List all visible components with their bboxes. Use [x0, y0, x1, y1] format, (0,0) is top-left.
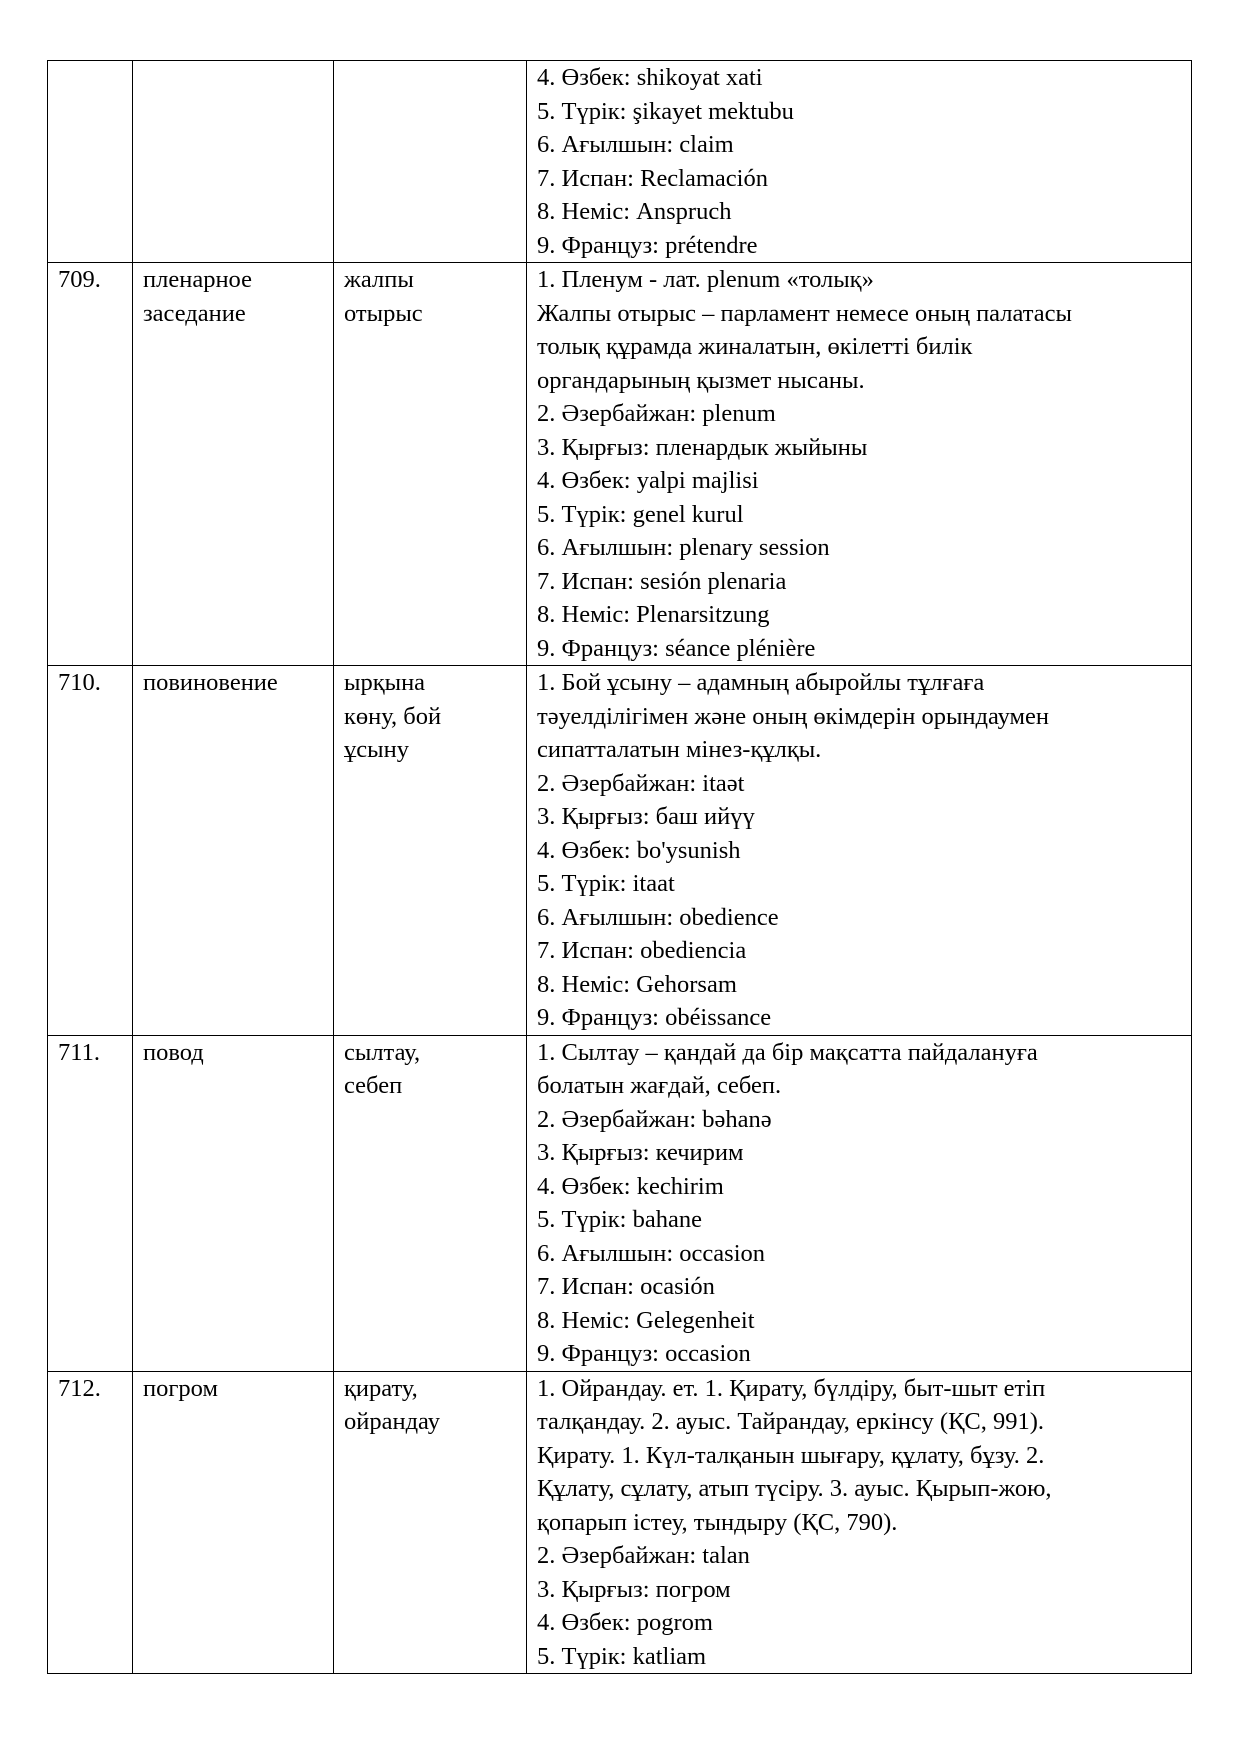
entry-number: 712. [48, 1371, 133, 1674]
definition-line: 7. Испан: ocasión [537, 1273, 715, 1300]
entry-number: 711. [48, 1035, 133, 1371]
definition-line: 9. Француз: prétendre [537, 231, 758, 259]
definition-line: 8. Неміс: Gelegenheit [537, 1306, 755, 1334]
definition-line: толық құрамда жиналатын, өкілетті билік [537, 333, 973, 360]
definition-line: 2. Әзербайжан: talan [537, 1542, 750, 1569]
definition-line: 8. Неміс: Gehorsam [537, 970, 737, 998]
kazakh-term-line: отырыс [344, 299, 423, 327]
kazakh-term-line: жалпы [344, 266, 414, 293]
definition-line: 1. Сылтау – қандай да бір мақсатта пайдалануға [537, 1038, 1038, 1066]
definition-line: 5. Түрік: genel kurul [537, 500, 744, 528]
definition-line: 2. Әзербайжан: bəhanə [537, 1105, 772, 1133]
definition-line: 4. Өзбек: kechirim [537, 1172, 724, 1200]
definition-line: 4. Өзбек: pogrom [537, 1609, 713, 1636]
definition-line: 5. Түрік: itaat [537, 870, 675, 897]
definition-line: Жалпы отырыс – парламент немесе оның палатасы [537, 299, 1072, 327]
definition-line: 4. Өзбек: shikoyat xati [537, 64, 763, 91]
table-row [48, 666, 1192, 1036]
kazakh-term-line: себеп [344, 1072, 403, 1099]
definition-line: 1. Ойрандау. ет. 1. Қирату, бүлдіру, быт-шыт етіп [537, 1374, 1046, 1402]
definition-line: 8. Неміс: Plenarsitzung [537, 601, 770, 628]
russian-term-line: пленарное [143, 266, 252, 293]
definition-line: 3. Қырғыз: пленардык жыйыны [537, 433, 868, 461]
definition-line: 3. Қырғыз: баш ийүү [537, 803, 755, 830]
kazakh-term-line: қирату, [344, 1374, 418, 1402]
table-row [48, 263, 1192, 666]
russian-term-cell [133, 263, 334, 666]
dictionary-table-body [48, 61, 1192, 1674]
kazakh-term-line: ұсыну [344, 736, 409, 763]
definition-line: тәуелділігімен және оның өкімдерін орындаумен [537, 702, 1050, 730]
definition-line: 2. Әзербайжан: itaət [537, 769, 745, 797]
definition-cell [527, 666, 1192, 1036]
russian-term-cell [133, 1371, 334, 1674]
kazakh-term-line: көну, бой [344, 702, 442, 730]
definition-line: 4. Өзбек: bo'ysunish [537, 836, 741, 864]
definition-line: 9. Француз: séance plénière [537, 634, 816, 662]
definition-line: 6. Ағылшын: plenary session [537, 534, 830, 561]
entry-number: 709. [48, 263, 133, 666]
definition-cell [527, 263, 1192, 666]
definition-line: 1. Пленум - лат. plenum «толық» [537, 266, 874, 293]
kazakh-term-cell [334, 1371, 527, 1674]
russian-term-cell [133, 666, 334, 1036]
definition-line: 8. Неміс: Anspruch [537, 198, 732, 225]
dictionary-table [47, 60, 1192, 1674]
definition-line: 7. Испан: obediencia [537, 937, 747, 964]
kazakh-term-cell [334, 263, 527, 666]
definition-line: 5. Түрік: şikayet mektubu [537, 97, 794, 125]
russian-term-line: повод [143, 1038, 204, 1066]
definition-line: 9. Француз: obéissance [537, 1004, 772, 1031]
definition-cell [527, 1371, 1192, 1674]
definition-line: 6. Ағылшын: obedience [537, 903, 779, 931]
definition-line: Қирату. 1. Күл-талқанын шығару, құлату, бұзу. 2. [537, 1441, 1045, 1469]
definition-line: болатын жағдай, себеп. [537, 1072, 782, 1099]
table-row [48, 1035, 1192, 1371]
kazakh-term-cell [334, 666, 527, 1036]
entry-number: 710. [48, 666, 133, 1036]
definition-line: 3. Қырғыз: кечирим [537, 1139, 744, 1166]
definition-line: 2. Әзербайжан: plenum [537, 400, 776, 427]
kazakh-term-line: ырқына [344, 669, 426, 696]
table-row [48, 1371, 1192, 1674]
russian-term-line: повиновение [143, 669, 278, 696]
definition-line: 7. Испан: sesión plenaria [537, 567, 787, 595]
russian-term-cell [133, 61, 334, 263]
definition-line: 9. Француз: occasion [537, 1340, 751, 1367]
russian-term-line: погром [143, 1374, 218, 1402]
entry-number [48, 61, 133, 263]
definition-line: Құлату, сұлату, атып түсіру. 3. ауыс. Қырып-жою, [537, 1475, 1052, 1502]
russian-term-cell [133, 1035, 334, 1371]
definition-line: 6. Ағылшын: occasion [537, 1239, 766, 1267]
kazakh-term-cell [334, 61, 527, 263]
definition-line: 5. Түрік: bahane [537, 1206, 702, 1233]
definition-line: сипатталатын мінез-құлқы. [537, 736, 822, 763]
table-row [48, 61, 1192, 263]
definition-line: қопарып істеу, тындыру (ҚС, 790). [537, 1508, 898, 1536]
definition-line: 3. Қырғыз: погром [537, 1575, 731, 1603]
definition-cell [527, 61, 1192, 263]
definition-cell [527, 1035, 1192, 1371]
definition-line: талқандау. 2. ауыс. Тайрандау, еркінсу (ҚС, 991). [537, 1408, 1045, 1435]
definition-line: органдарының қызмет нысаны. [537, 366, 865, 394]
kazakh-term-cell [334, 1035, 527, 1371]
definition-line: 4. Өзбек: yalpi majlisi [537, 467, 759, 494]
definition-line: 1. Бой ұсыну – адамның абыройлы тұлғаға [537, 669, 985, 696]
kazakh-term-line: ойрандау [344, 1408, 440, 1435]
definition-line: 7. Испан: Reclamación [537, 164, 768, 192]
definition-line: 5. Түрік: katliam [537, 1642, 707, 1670]
russian-term-line: заседание [143, 299, 246, 327]
definition-line: 6. Ағылшын: claim [537, 131, 734, 158]
kazakh-term-line: сылтау, [344, 1038, 421, 1066]
